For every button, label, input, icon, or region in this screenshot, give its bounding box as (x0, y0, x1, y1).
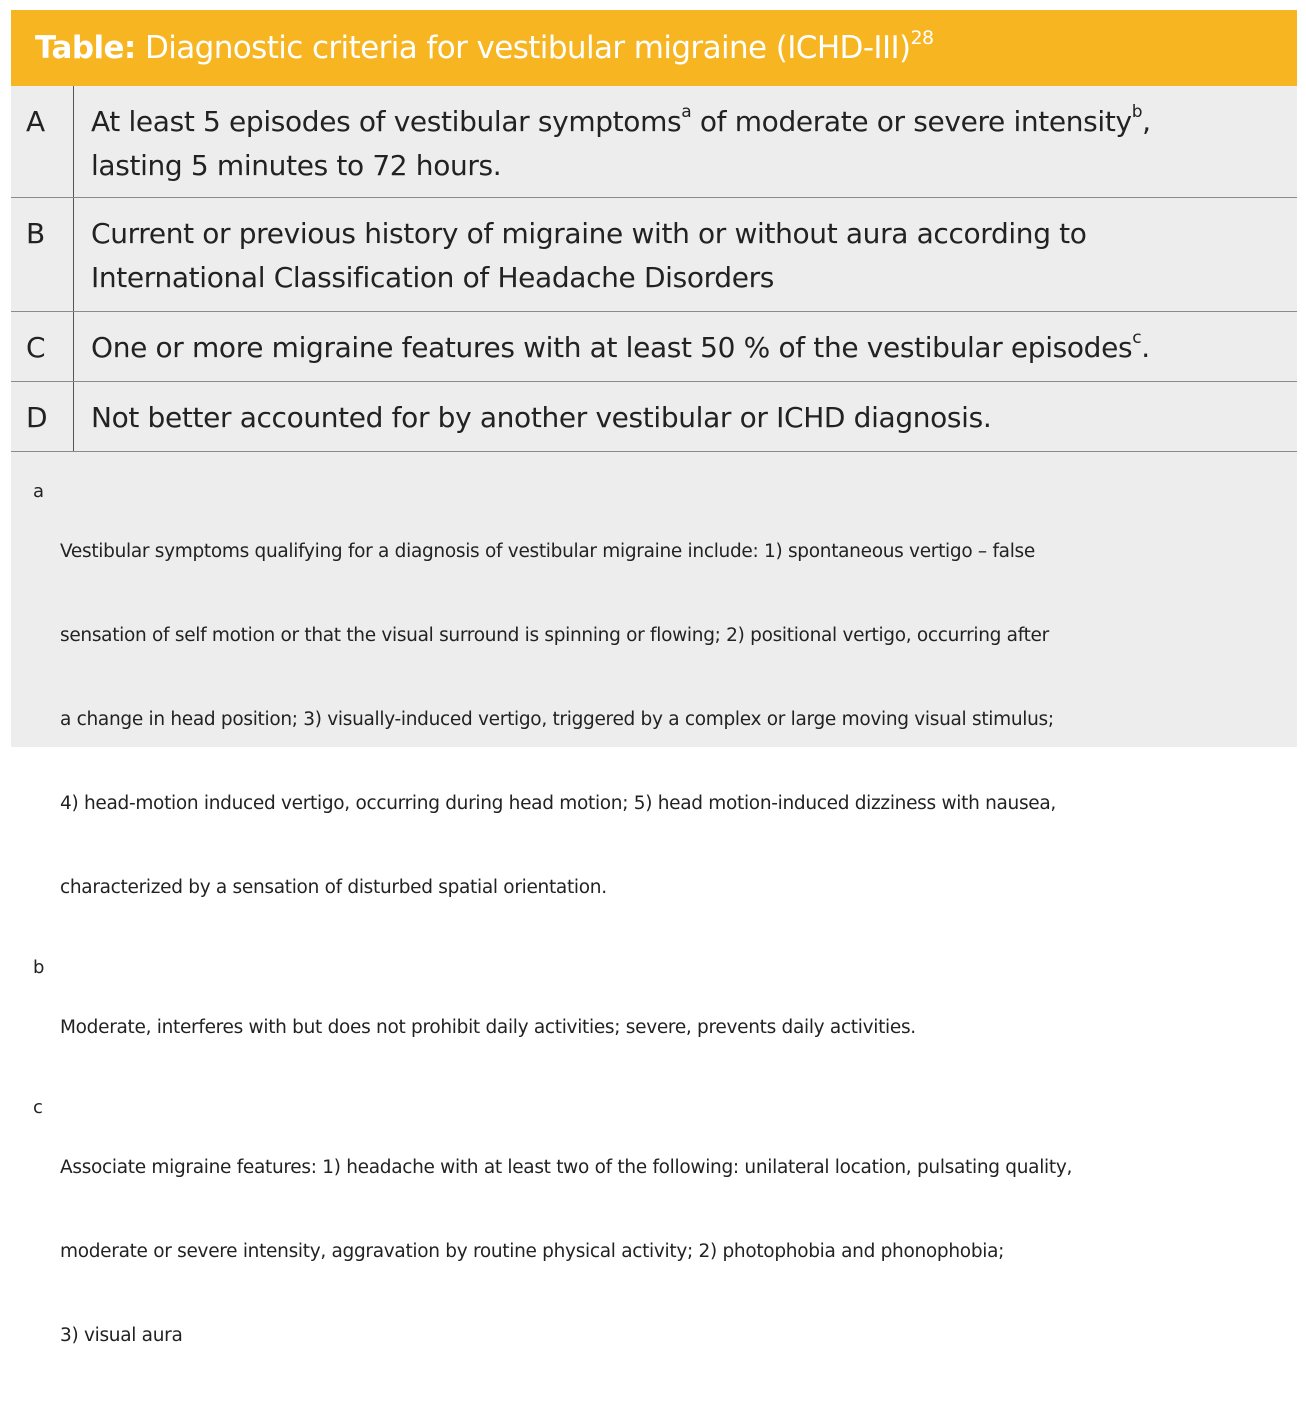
criterion-line: One or more migraine features with at least 50 % of the vestibular episodes$^c$. (91, 328, 1150, 364)
table-row (11, 198, 1297, 312)
table-row (11, 312, 1297, 382)
criterion-text (74, 198, 1087, 311)
criterion-line: Not better accounted for by another vestibular or ICHD diagnosis. (91, 401, 992, 434)
footnote-text: Associate migraine features: 1) headache with at least two of the following: unilateral location, pulsating quality, moderate or severe intensity, aggravation by routine physical activity; 2) photophobia and phonophobia; 3) visual aura (60, 1157, 1073, 1346)
table-row (11, 382, 1297, 452)
footnote-ref-c: c (1132, 328, 1142, 348)
criterion-text (74, 86, 1151, 197)
footnote-mark: c (33, 1097, 43, 1118)
criteria-rows (11, 86, 1297, 452)
criterion-line: Current or previous history of migraine with or without aura according to (91, 217, 1087, 250)
footnote-mark: a (33, 481, 45, 502)
criterion-line: At least 5 episodes of vestibular symptoms$^a$ of moderate or severe intensity$^b$, (91, 102, 1151, 138)
footnote-b (11, 958, 1297, 1098)
table-title (35, 27, 934, 66)
criterion-letter: A (11, 86, 74, 197)
title-lead: Table: (35, 30, 136, 66)
footnote-ref-a: a (681, 102, 692, 122)
footnote-mark: b (33, 957, 45, 978)
footnote-c (11, 1098, 1297, 1406)
title-text: Diagnostic criteria for vestibular migraine (ICHD-III) (135, 30, 911, 66)
footnote-text: Moderate, interferes with but does not prohibit daily activities; severe, prevents daily activities. (60, 1017, 916, 1038)
footnote-a (11, 482, 1297, 958)
criteria-table-card (11, 10, 1297, 1346)
table-header (11, 10, 1297, 86)
criterion-letter: D (11, 382, 74, 451)
title-reference: 28 (910, 27, 934, 49)
footnote-text: Vestibular symptoms qualifying for a diagnosis of vestibular migraine include: 1) spontaneous vertigo – false sensation of self motion or that the visual surround is spinning or flowing; 2) positional vertigo, occurring after a change in head position; 3) visually-induced vertigo, triggered by a complex or large moving visual stimulus; 4) head-motion induced vertigo, occurring during head motion; 5) head motion-induced dizziness with nausea, characterized by a sensation of disturbed spatial orientation. (60, 541, 1056, 898)
criterion-line: lasting 5 minutes to 72 hours. (91, 149, 502, 182)
criterion-letter: B (11, 198, 74, 311)
criterion-letter: C (11, 312, 74, 381)
table-row (11, 86, 1297, 198)
criterion-line: International Classification of Headache Disorders (91, 261, 774, 294)
criterion-text (74, 382, 991, 451)
footnote-ref-b: b (1131, 102, 1143, 122)
criterion-text (74, 312, 1150, 381)
footnotes (11, 452, 1297, 1406)
